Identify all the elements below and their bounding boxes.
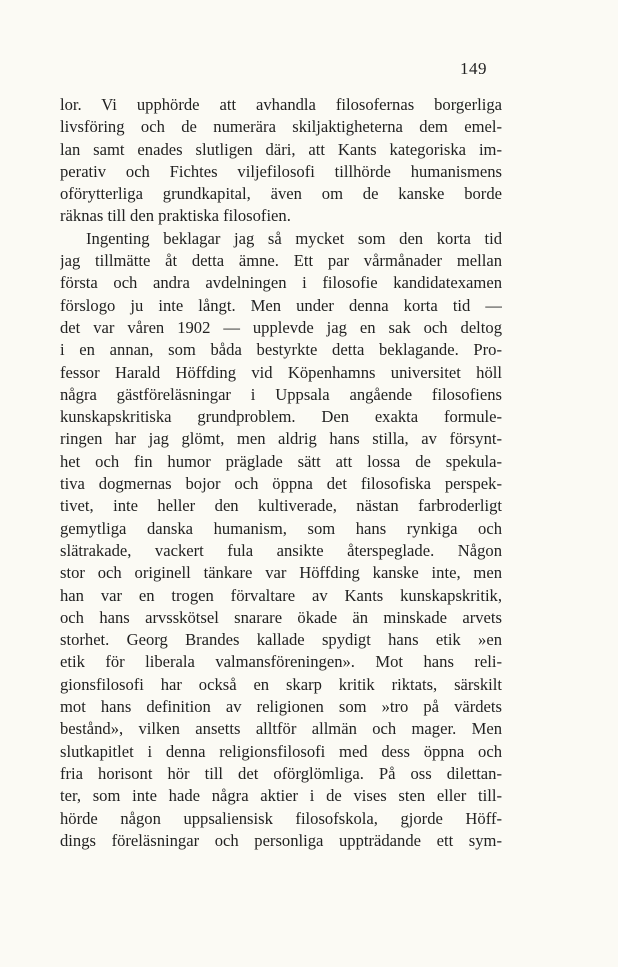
text-line: stor och originell tänkare var Höffding kanske inte, men <box>60 563 502 583</box>
text-line: kunskapskritiska grundproblem. Den exakta formule- <box>60 407 502 427</box>
text-line: slutkapitlet i denna religionsfilosofi med dess öppna och <box>60 741 502 761</box>
text-line: gemytliga danska humanism, som hans rynkiga och <box>60 518 502 538</box>
text-line: Ingenting beklagar jag så mycket som den korta tid <box>86 228 502 248</box>
text-line: mot hans definition av religionen som »tro på värdets <box>60 697 502 717</box>
text-line: och hans arvsskötsel snarare ökade än minskade arvets <box>60 607 502 627</box>
text-line: ter, som inte hade några aktier i de vises sten eller till- <box>60 786 502 806</box>
body-text <box>60 94 502 852</box>
text-line: räknas till den praktiska filosofien. <box>60 206 291 226</box>
text-line: etik för liberala valmansföreningen». Mot hans reli- <box>60 652 502 672</box>
text-line: bestånd», vilken ansetts alltför allmän och mager. Men <box>60 719 502 739</box>
text-line: jag tillmätte åt detta ämne. Ett par vårmånader mellan <box>60 251 502 271</box>
text-line: dings föreläsningar och personliga uppträdande ett sym- <box>60 830 502 850</box>
text-line: tivet, inte heller den kultiverade, nästan farbroderligt <box>60 496 502 516</box>
page-number: 149 <box>460 59 487 78</box>
text-line: livsföring och de numerära skiljaktigheterna dem emel- <box>60 117 502 137</box>
text-line: några gästföreläsningar i Uppsala angående filosofiens <box>60 384 502 404</box>
text-line: gionsfilosofi har också en skarp kritik riktats, särskilt <box>60 674 502 694</box>
text-line: lor. Vi upphörde att avhandla filosofernas borgerliga <box>60 95 502 114</box>
text-line: hörde någon uppsaliensisk filosofskola, gjorde Höff- <box>60 808 502 828</box>
text-line: fessor Harald Höffding vid Köpenhamns universitet höll <box>60 362 502 382</box>
text-line: lan samt enades slutligen däri, att Kants kategoriska im- <box>60 139 502 159</box>
text-line: första och andra avdelningen i filosofie kandidatexamen <box>60 273 502 293</box>
text-line: oförytterliga grundkapital, även om de kanske borde <box>60 184 502 204</box>
text-line: han var en trogen förvaltare av Kants kunskapskritik, <box>60 585 502 605</box>
text-line: förslogo ju inte långt. Men under denna korta tid — <box>60 295 502 315</box>
text-line: tiva dogmernas bojor och öppna det filosofiska perspek- <box>60 474 502 494</box>
text-line: perativ och Fichtes viljefilosofi tillhörde humanismens <box>60 161 502 181</box>
text-line: ringen har jag glömt, men aldrig hans stilla, av försynt- <box>60 429 502 449</box>
text-line: het och fin humor präglade sätt att lossa de spekula- <box>60 451 502 471</box>
text-line: i en annan, som båda bestyrkte detta beklagande. Pro- <box>60 340 502 360</box>
text-line: storhet. Georg Brandes kallade spydigt hans etik »en <box>60 630 502 650</box>
text-line: slätrakade, vackert fula ansikte återspeglade. Någon <box>60 540 502 560</box>
text-line: fria horisont hör till det oförglömliga. På oss dilettan- <box>60 763 502 783</box>
text-line: det var våren 1902 — upplevde jag en sak och deltog <box>60 317 502 337</box>
